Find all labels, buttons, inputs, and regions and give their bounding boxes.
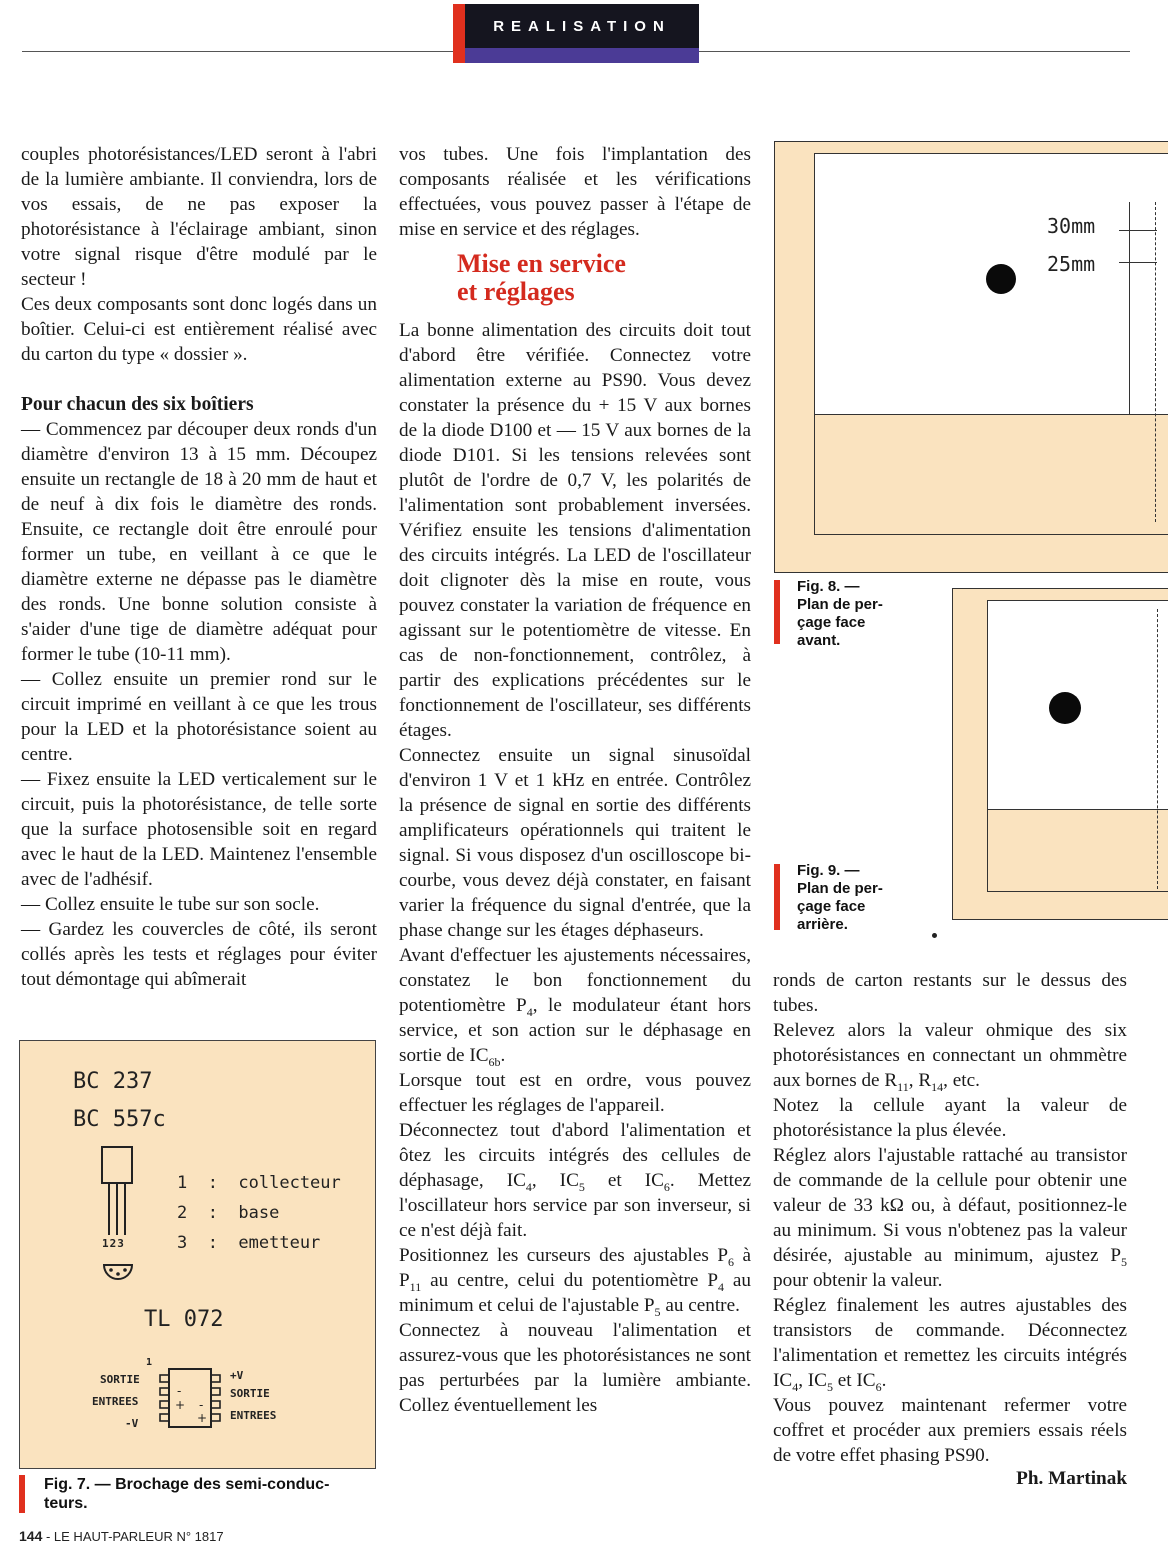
col2-p6-e: au centre. — [660, 1295, 740, 1316]
fig7-pin-3: 3 : emetteur — [177, 1233, 321, 1253]
fig7-pin-2: 2 : base — [177, 1203, 280, 1223]
col2-p3-sub-2: 6b — [488, 1054, 501, 1069]
fig8-caption-2: Plan de per- — [797, 596, 883, 613]
opamp-chip-icon — [155, 1365, 225, 1433]
col2-para-4: Lorsque tout est en ordre, vous pouvez effectuer les réglages de l'appareil. — [399, 1070, 751, 1116]
col2-para-1: La bonne alimentation des circuits doit tout d'abord être vérifiée. Connectez votre alimentation externe au PS90. Vous devez constater la présence du + 15 V aux bornes de la diode D100 et — 15 V aux bornes de la diode D101. Si les tensions relevées sont plutôt de l'ordre de 0,7 V, les polarités de l'alimentation sont probablement inversées. Vérifiez ensuite les tensions d'alimentation des circuits intégrés. La LED de l'oscillateur doit clignoter dès la mise en route, vous pouvez constater la variation de fréquence en agissant sur le potentiomètre de vitesse. En cas de non-fonctionnement, contrôlez, à partir des explications précédentes sur le fonctionnement de l'oscillateur, ses différents étages. — [399, 320, 751, 741]
fig9-right-dashed — [1157, 609, 1158, 889]
col2-p3-b: , le modulateur étant hors service, et son action sur le déphasage en sortie de IC — [399, 995, 751, 1066]
fig8-drilling-plan — [774, 141, 1168, 573]
col3-p5-a: Réglez finalement les autres ajustables des transistors de commande. Déconnectez l'alimentation et remettez les circuits intégrés IC — [773, 1295, 1127, 1391]
col2-p6-d: au minimum et celui de l'ajustable P — [399, 1270, 751, 1316]
col2-para-7: Connectez à nouveau l'alimentation et assurez-vous que les photorésistances ne sont pas perturbées par la lumière ambiante. Collez éventuellement les — [399, 1320, 751, 1416]
fig8-caption-4: avant. — [797, 632, 841, 649]
col2-p6-a: Positionnez les curseurs des ajustables P — [399, 1245, 729, 1266]
col3-p5-sub-2: 5 — [826, 1379, 833, 1394]
fig7-entrees-right: ENTREES — [230, 1409, 277, 1422]
col2-p3-c: . — [500, 1045, 506, 1066]
col2-p5-b: , IC — [531, 1170, 579, 1191]
fig7-pinout-diagram — [19, 1040, 376, 1469]
fig8-hole-icon — [986, 264, 1016, 294]
col1-item-5: — Gardez les couvercles de côté, ils seront collés après les tests et réglages pour éviter tout démontage qui abîmerait — [21, 919, 377, 990]
col1-para-2: Ces deux composants sont donc logés dans un boîtier. Celui-ci est entièrement réalisé avec du carton du type « dossier ». — [21, 294, 377, 365]
fig8-dim-25mm: 25mm — [1047, 252, 1096, 276]
col2-p5-d: . Mettez l'oscillateur hors service par son inverseur, si ce n'est déjà fait. — [399, 1170, 751, 1241]
col1-item-2: — Collez ensuite un premier rond sur le circuit imprimé en veillant à ce que les trous pour la LED et la photorésistance soient au centre. — [21, 669, 377, 765]
fig9-caption-3: çage face — [797, 898, 866, 915]
col1-item-1: — Commencez par découper deux ronds d'un diamètre d'environ 13 à 15 mm. Découpez ensuite un rectangle de 18 à 20 mm de haut et de neuf à dix fois le diamètre des ronds. Ensuite, ce rectangle doit être enroulé pour former un tube, en veillant à ce que le diamètre externe ne dépasse pas le diamètre des ronds. Une bonne solution consiste à s'aider d'une tige de diamètre adéquat pour former le tube (10-11 mm). — [21, 419, 377, 665]
fig7-transistor-2: BC 557c — [73, 1107, 166, 1132]
fig9-caption-2: Plan de per- — [797, 880, 883, 897]
fig9-panel-edge — [987, 810, 988, 892]
svg-text:-: - — [177, 1384, 182, 1398]
fig8-panel-edge — [814, 415, 815, 535]
fig7-sortie-left: SORTIE — [100, 1373, 140, 1386]
col3-para-4 — [773, 1143, 1127, 1293]
col2-p5-sub-2: 5 — [578, 1179, 585, 1194]
fig8-dim-30mm: 30mm — [1047, 214, 1096, 238]
column-2 — [399, 142, 751, 1418]
fig7-chip-name: TL 072 — [144, 1307, 224, 1332]
header-accent — [453, 4, 465, 63]
col1-item-3: — Fixez ensuite la LED verticalement sur le circuit, puis la photorésistance, de telle sorte que la surface photosensible soit en regard avec le haut de la LED. Maintenez l'ensemble avec de l'adhésif. — [21, 769, 377, 890]
col3-author: Ph. Martinak — [1016, 1468, 1127, 1489]
col3-p2-b: , R — [908, 1070, 932, 1091]
fig8-caption-3: çage face — [797, 614, 866, 631]
col2-p6-sub-4: 5 — [654, 1304, 661, 1319]
fig7-transistor-1: BC 237 — [73, 1069, 153, 1094]
col2-para-2: Connectez ensuite un signal sinusoïdal d'environ 1 V et 1 kHz en entrée. Contrôlez la présence de signal en sortie des différents amplificateurs opérationnels qui traitent le signal. Si vous disposez d'un oscilloscope bi-courbe, vous devez déjà constater, en faisant varier la fréquence du signal d'entrée, que la phase change sur les étages déphaseurs. — [399, 745, 751, 941]
col2-para-6 — [399, 1243, 751, 1318]
col3-p5-c: et IC — [832, 1370, 876, 1391]
col3-p4-a: Réglez alors l'ajustable rattaché au transistor de commande de la cellule pour obtenir une valeur de 33 kΩ ou, à défaut, positionnez-le au minimum. Si vous n'obtenez pas la valeur désirée, ajustable au minimum, ajustez P — [773, 1145, 1127, 1266]
col3-p5-b: , IC — [798, 1370, 827, 1391]
col1-heading: Pour chacun des six boîtiers — [21, 394, 254, 415]
col3-p2-c: , etc. — [943, 1070, 980, 1091]
col2-para-3 — [399, 943, 751, 1068]
fig9-hole-icon — [1049, 692, 1081, 724]
col2-heading-line-1: Mise en service — [457, 249, 626, 278]
fig7-pin-1: 1 : collecteur — [177, 1173, 341, 1193]
svg-text:+: + — [197, 1411, 208, 1425]
fig7-caption-1: Fig. 7. — Brochage des semi-conduc- — [44, 1476, 330, 1493]
fig7-pins-label: 123 — [102, 1237, 125, 1250]
col2-p6-c: au centre, celui du potentiomètre P — [421, 1270, 718, 1291]
col3-para-3: Notez la cellule ayant la valeur de photorésistance la plus élevée. — [773, 1095, 1127, 1141]
col2-intro: vos tubes. Une fois l'implantation des composants réalisée et les vérifications effectuées, vous pouvez passer à l'étape de mise en service et des réglages. — [399, 144, 751, 240]
col3-p5-sub-3: 6 — [875, 1379, 882, 1394]
fig9-caption-1: Fig. 9. — — [797, 862, 860, 879]
fig7-sortie-right: SORTIE — [230, 1387, 270, 1400]
header-section-title: REALISATION — [493, 18, 671, 35]
header-section-band — [453, 4, 699, 63]
col3-p5-sub-1: 4 — [792, 1379, 799, 1394]
col2-p3-sub-1: 4 — [526, 1004, 533, 1019]
footer-magazine: - LE HAUT-PARLEUR N° 1817 — [42, 1529, 224, 1544]
col3-p5-d: . — [881, 1370, 887, 1391]
footer-page-number: 144 — [19, 1528, 43, 1544]
stray-dot — [932, 933, 937, 938]
fig9-caption-4: arrière. — [797, 916, 848, 933]
fig7-plus-v: +V — [230, 1369, 244, 1382]
col3-para-6: Vous pouvez maintenant refermer votre coffret et procéder aux premiers essais réels de votre effet phasing PS90. — [773, 1395, 1127, 1466]
col2-p6-sub-3: 4 — [718, 1279, 724, 1294]
col2-p5-a: Déconnectez tout d'abord l'alimentation et ôtez les circuits intégrés des cellules de déphasage, IC — [399, 1120, 751, 1191]
footer — [19, 1528, 224, 1544]
fig8-right-dashed — [1155, 202, 1156, 522]
fig7-caption-bar — [19, 1475, 25, 1513]
col1-para-1: couples photorésistances/LED seront à l'abri de la lumière ambiante. Il conviendra, lors de vos essais, de ne pas exposer la photorésistance à l'éclairage ambiant, sinon votre signal risque d'être modulé par le secteur ! — [21, 144, 377, 290]
column-3 — [773, 968, 1127, 1491]
col3-p4-b: pour obtenir la valeur. — [773, 1270, 943, 1291]
fig8-caption-1: Fig. 8. — — [797, 578, 860, 595]
transistor-icon — [98, 1145, 138, 1237]
fig9-caption-bar — [774, 864, 780, 930]
col2-p6-sub-2: 11 — [409, 1279, 422, 1294]
fig7-minus-v: -V — [125, 1417, 139, 1430]
column-1 — [21, 142, 377, 992]
col3-p2-sub-2: 14 — [931, 1079, 944, 1094]
fig9-panel-bottom — [987, 891, 1168, 892]
col2-heading — [457, 250, 751, 306]
svg-text:-: - — [199, 1398, 204, 1412]
col2-p6-sub-1: 6 — [728, 1254, 735, 1269]
col3-p4-sub-1: 5 — [1121, 1254, 1127, 1269]
fig8-dim-tick-2 — [1119, 262, 1157, 263]
transistor-bottom-view-icon — [100, 1257, 136, 1287]
fig9-drilling-plan — [952, 588, 1168, 920]
col3-para-2 — [773, 1018, 1127, 1093]
svg-text:+: + — [175, 1398, 186, 1412]
col3-p2-sub-1: 11 — [897, 1079, 909, 1094]
col2-p5-c: et IC — [584, 1170, 664, 1191]
fig8-dim-tick-1 — [1119, 230, 1157, 231]
col3-para-1: ronds de carton restants sur le dessus des tubes. — [773, 970, 1127, 1016]
col2-para-5 — [399, 1118, 751, 1243]
col1-item-4: — Collez ensuite le tube sur son socle. — [21, 894, 320, 915]
col2-heading-line-2: et réglages — [457, 277, 575, 306]
fig8-panel-bottom — [814, 534, 1168, 535]
fig7-caption-2: teurs. — [44, 1495, 88, 1512]
fig8-caption-bar — [774, 580, 780, 644]
fig7-pin-one: 1 — [146, 1357, 153, 1368]
fig7-entrees-left: ENTREES — [92, 1395, 139, 1408]
col3-para-5 — [773, 1293, 1127, 1393]
fig8-dim-line — [1129, 202, 1130, 415]
col2-p3-a: Avant d'effectuer les ajustements nécessaires, constatez le bon fonctionnement du potentiomètre P — [399, 945, 751, 1016]
col3-p2-a: Relevez alors la valeur ohmique des six photorésistances en connectant un ohmmètre aux bornes de R — [773, 1020, 1127, 1091]
col2-p5-sub-3: 6 — [663, 1179, 670, 1194]
col2-p6-b: à P — [399, 1245, 751, 1291]
col2-p5-sub-1: 4 — [525, 1179, 532, 1194]
